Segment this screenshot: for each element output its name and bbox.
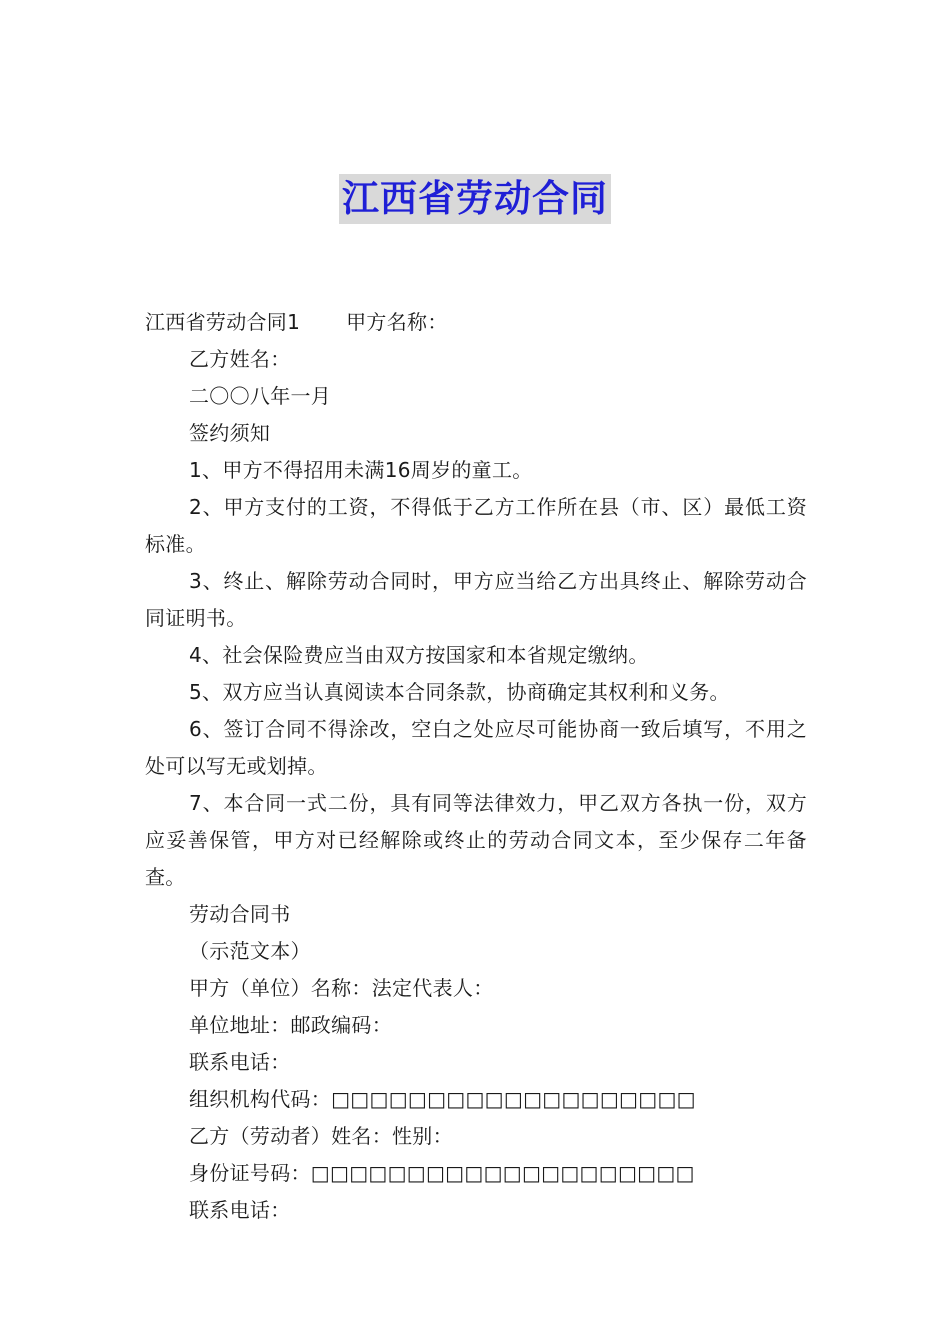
contract-subheading: （示范文本） <box>189 939 311 963</box>
notice-heading: 签约须知 <box>189 421 271 445</box>
employee-phone-field: 联系电话： <box>189 1198 291 1222</box>
employer-phone-field: 联系电话： <box>189 1050 291 1074</box>
contract-date: 二〇〇八年一月 <box>189 384 332 408</box>
first-line <box>145 304 807 341</box>
notice-item-6: 6、签订合同不得涂改，空白之处应尽可能协商一致后填写，不用之处可以写无或划掉。 <box>145 717 807 778</box>
document-reference: 江西省劳动合同1 <box>145 310 301 334</box>
party-b-name-label: 乙方姓名： <box>189 347 291 371</box>
employer-name-field: 甲方（单位）名称：法定代表人： <box>189 976 494 1000</box>
employer-address-field: 单位地址：邮政编码： <box>189 1013 392 1037</box>
notice-item-2: 2、甲方支付的工资，不得低于乙方工作所在县（市、区）最低工资标准。 <box>145 495 807 556</box>
notice-item-4: 4、社会保险费应当由双方按国家和本省规定缴纳。 <box>189 643 649 667</box>
party-a-name-label: 甲方名称： <box>346 310 448 334</box>
notice-item-1: 1、甲方不得招用未满16周岁的童工。 <box>189 458 533 482</box>
id-number-field: 身份证号码：□□□□□□□□□□□□□□□□□□□□ <box>189 1161 695 1185</box>
notice-item-5: 5、双方应当认真阅读本合同条款，协商确定其权利和义务。 <box>189 680 730 704</box>
document-title: 江西省劳动合同 <box>339 174 611 224</box>
employee-name-field: 乙方（劳动者）姓名：性别： <box>189 1124 453 1148</box>
contract-heading: 劳动合同书 <box>189 902 291 926</box>
org-code-field: 组织机构代码：□□□□□□□□□□□□□□□□□□□ <box>189 1087 696 1111</box>
notice-item-3: 3、终止、解除劳动合同时，甲方应当给乙方出具终止、解除劳动合同证明书。 <box>145 569 807 630</box>
notice-item-7: 7、本合同一式二份，具有同等法律效力，甲乙双方各执一份，双方应妥善保管，甲方对已经解除或终止的劳动合同文本，至少保存二年备查。 <box>145 791 807 889</box>
title-container <box>0 174 950 224</box>
document-body <box>145 304 807 1229</box>
